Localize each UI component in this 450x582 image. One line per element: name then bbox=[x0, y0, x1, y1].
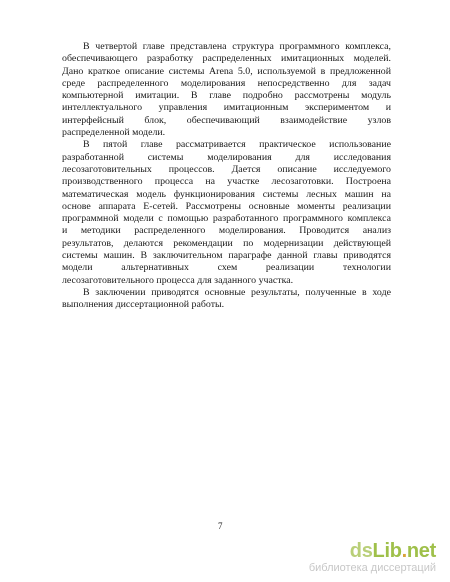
page-number: 7 bbox=[218, 521, 223, 531]
dslib-logo: dsLib.net bbox=[349, 540, 436, 562]
text-line: выполнения диссертационной работы. bbox=[62, 299, 225, 311]
text-line: среде распределенного моделирования непосредственно для задач bbox=[62, 77, 391, 89]
text-line: и методики распределенного моделирования. Проводится анализ bbox=[62, 225, 391, 237]
text-line: распределенной модели. bbox=[62, 127, 166, 139]
text-line: системы машин. В заключительном параграфе данной главы приводятся bbox=[62, 250, 391, 262]
dslib-subtitle: библиотека диссертаций bbox=[308, 562, 436, 574]
text-line: математическая модель функционирования системы лесных машин на bbox=[62, 188, 391, 200]
paragraph-chapter-five bbox=[62, 139, 391, 287]
text-line: производственного процесса на участке лесозаготовки. Построена bbox=[62, 176, 391, 188]
text-line: В пятой главе рассматривается практическое использование bbox=[83, 139, 391, 151]
paragraph-conclusion bbox=[62, 287, 391, 312]
text-line: разработанной системы моделирования для исследования bbox=[62, 151, 391, 163]
text-line: модели альтернативных схем реализации технологии bbox=[62, 262, 391, 274]
dslib-watermark bbox=[309, 541, 436, 574]
text-line: программной модели с помощью разработанного программного комплекса bbox=[62, 213, 391, 225]
text-line: результатов, делаются рекомендации по модернизации действующей bbox=[62, 237, 391, 249]
text-line: В четвертой главе представлена структура программного комплекса, bbox=[83, 41, 391, 52]
text-line: В заключении приводятся основные результаты, полученные в ходе bbox=[83, 286, 391, 298]
text-line: основе аппарата Е-сетей. Рассмотрены основные моменты реализации bbox=[62, 200, 391, 212]
text-line: лесозаготовительных процессов. Дается описание исследуемого bbox=[62, 163, 391, 175]
text-line: компьютерной имитации. В главе подробно рассмотрены модуль bbox=[62, 90, 391, 102]
body-text bbox=[62, 41, 391, 312]
text-line: интерфейсный блок, обеспечивающий взаимодействие узлов bbox=[62, 114, 391, 126]
text-line: лесозаготовительного процесса для заданного участка. bbox=[62, 274, 294, 286]
text-line: Дано краткое описание системы Arena 5.0, используемой в предложенной bbox=[62, 65, 391, 77]
text-line: обеспечивающего разработку распределенных имитационных моделей. bbox=[62, 53, 391, 65]
paragraph-chapter-four bbox=[62, 41, 391, 139]
text-line: интеллектуального управления имитационным экспериментом и bbox=[62, 102, 391, 114]
